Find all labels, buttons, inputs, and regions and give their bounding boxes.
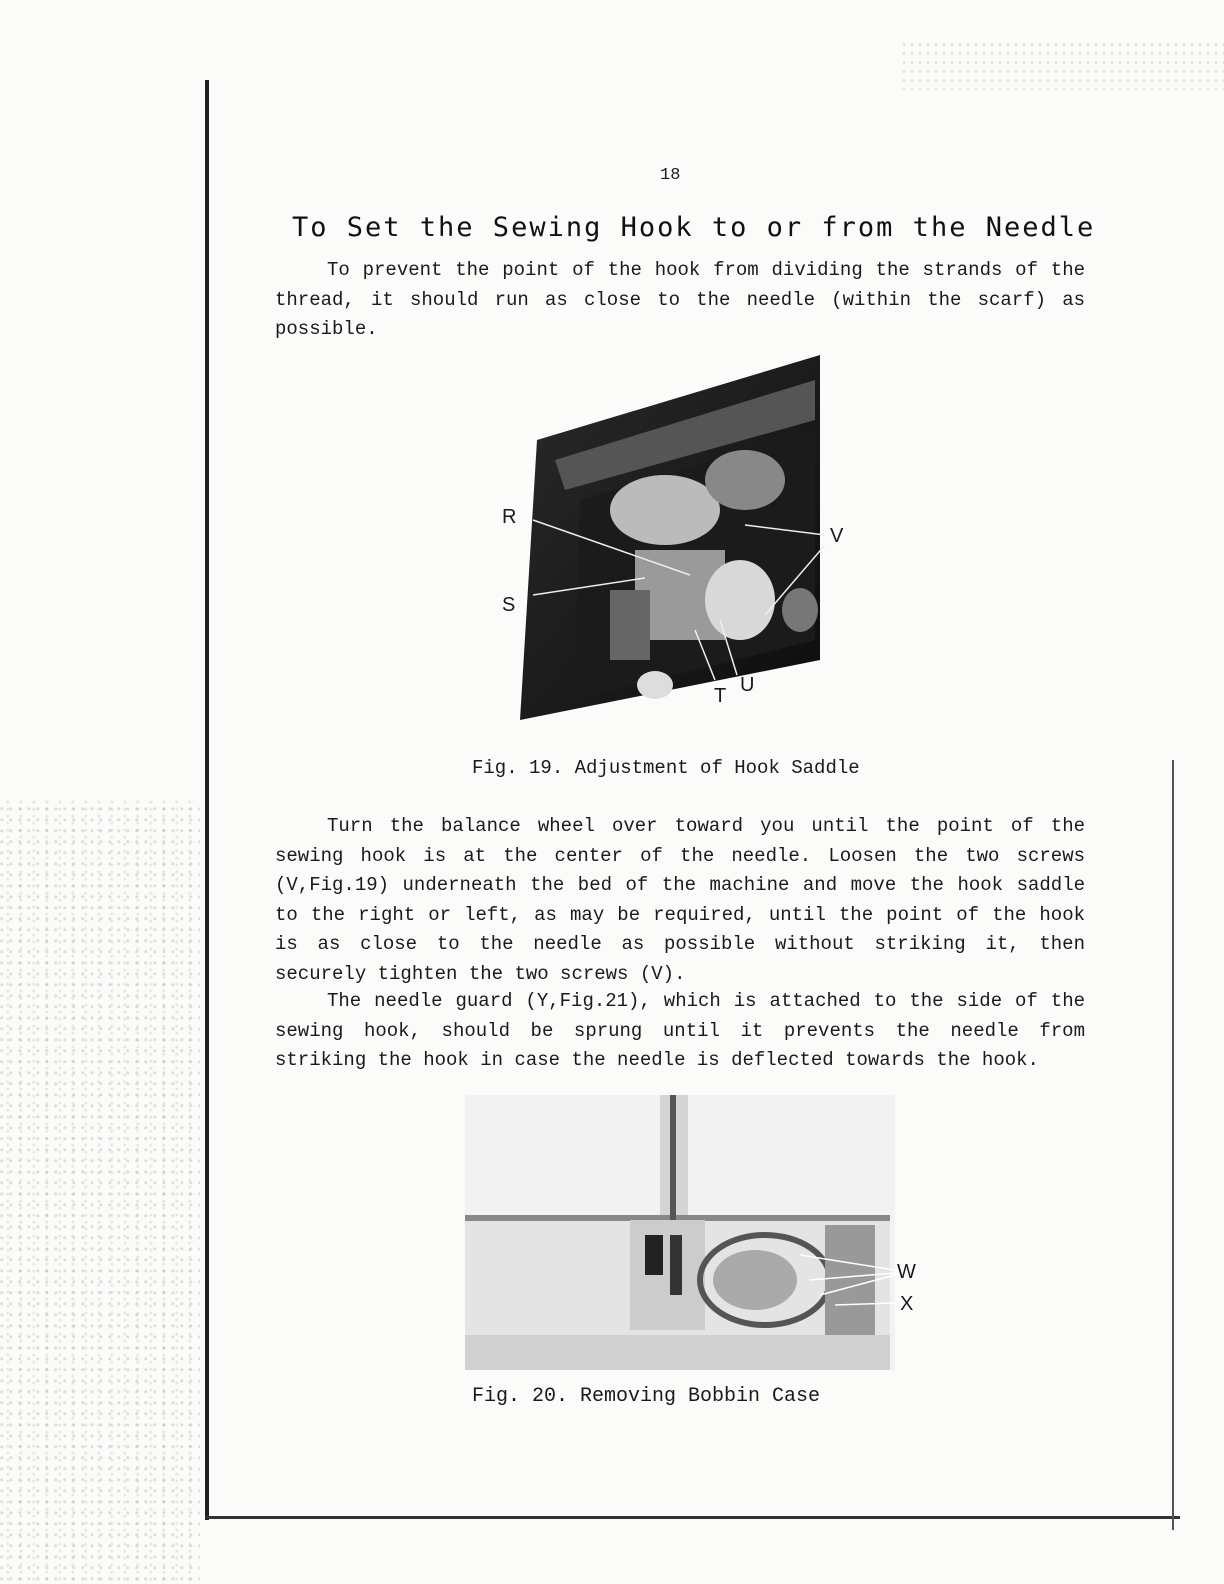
page-edge-bottom xyxy=(205,1516,1180,1519)
fig19-label-u: U xyxy=(740,674,755,696)
figure-20-caption: Fig. 20. Removing Bobbin Case xyxy=(472,1385,821,1408)
fig19-label-s: S xyxy=(502,594,516,616)
figure-19-photo xyxy=(515,350,825,725)
fig19-label-v: V xyxy=(830,525,844,547)
page-number: 18 xyxy=(660,166,681,185)
section-title: To Set the Sewing Hook to or from the Needle xyxy=(292,212,1096,243)
fig19-label-r: R xyxy=(502,506,517,528)
fig20-label-w: W xyxy=(897,1261,916,1283)
fig20-label-x: X xyxy=(900,1293,914,1315)
figure-19-caption: Fig. 19. Adjustment of Hook Saddle xyxy=(472,757,860,779)
guard-paragraph: The needle guard (Y,Fig.21), which is attached to the side of the sewing hook, should be sprung until it prevents the needle from striking the hook in case the needle is deflected towards the hook. xyxy=(275,990,1085,1071)
page-edge-right xyxy=(1172,760,1174,1530)
scan-speckle-top xyxy=(900,40,1224,90)
figure-20-photo xyxy=(465,1095,895,1370)
intro-paragraph: To prevent the point of the hook from dividing the strands of the thread, it should run as close to the needle (within the scarf) as possible. xyxy=(275,259,1085,340)
fig19-label-t: T xyxy=(714,685,727,707)
scan-speckle-left xyxy=(0,800,200,1584)
turn-paragraph: Turn the balance wheel over toward you until the point of the sewing hook is at the center of the needle. Loosen the two screws (V,Fig.19) underneath the bed of the machine and move the hook saddle to the right or left, as may be required, until the point of the hook is as close to the needle as possible without striking it, then securely tighten the two screws (V). xyxy=(275,815,1085,985)
page-edge-left xyxy=(205,80,209,1520)
